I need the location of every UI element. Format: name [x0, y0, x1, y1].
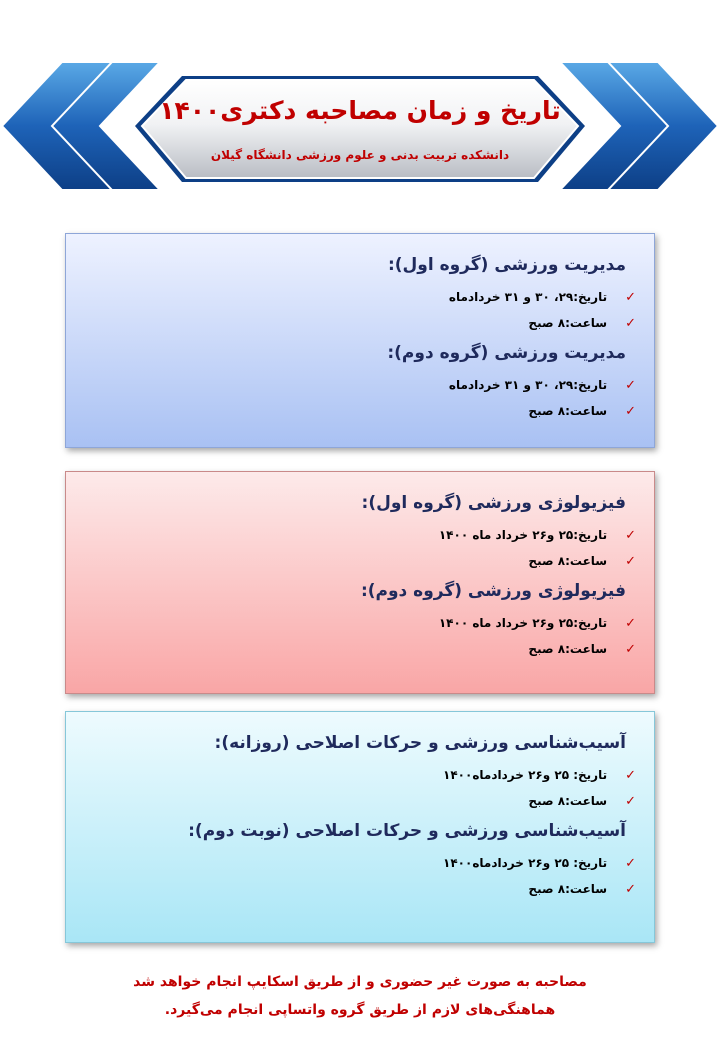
footer-line-1: مصاحبه به صورت غیر حضوری و از طریق اسکایپ انجام خواهد شد — [133, 974, 587, 990]
footer-line-2: هماهنگی‌های لازم از طریق گروه واتساپی انجام می‌گیرد. — [164, 1002, 556, 1018]
list-item — [94, 876, 636, 902]
page-title: تاریخ و زمان مصاحبه دکتری۱۴۰۰ — [159, 96, 561, 125]
check-mark-icon: ✓ — [625, 289, 636, 305]
check-mark-icon: ✓ — [625, 403, 636, 419]
item-date: تاریخ:۲۵ و۲۶ خرداد ماه ۱۴۰۰ — [438, 616, 608, 630]
list-item — [94, 788, 636, 814]
group-heading: فیزیولوژی ورزشی (گروه اول): — [361, 493, 626, 513]
header-banner — [0, 0, 720, 200]
section-sport-physiology — [65, 471, 655, 694]
group-heading: آسیب‌شناسی ورزشی و حرکات اصلاحی (روزانه): — [214, 733, 626, 753]
item-time: ساعت:۸ صبح — [528, 404, 608, 418]
list-item — [94, 636, 636, 662]
item-date: تاریخ:۲۵ و۲۶ خرداد ماه ۱۴۰۰ — [438, 528, 608, 542]
item-time: ساعت:۸ صبح — [528, 642, 608, 656]
item-time: ساعت:۸ صبح — [528, 316, 608, 330]
list-item — [94, 284, 636, 310]
list-item — [94, 610, 636, 636]
check-mark-icon: ✓ — [625, 881, 636, 897]
check-mark-icon: ✓ — [625, 377, 636, 393]
check-mark-icon: ✓ — [625, 641, 636, 657]
check-mark-icon: ✓ — [625, 615, 636, 631]
list-item — [94, 398, 636, 424]
footer-note — [60, 968, 660, 1024]
group-heading: فیزیولوژی ورزشی (گروه دوم): — [360, 581, 626, 601]
list-item — [94, 762, 636, 788]
check-mark-icon: ✓ — [625, 527, 636, 543]
item-date: تاریخ:۲۹، ۳۰ و ۳۱ خردادماه — [448, 290, 608, 304]
item-time: ساعت:۸ صبح — [528, 794, 608, 808]
group-heading: مدیریت ورزشی (گروه دوم): — [387, 343, 626, 363]
item-date: تاریخ: ۲۵ و۲۶ خردادماه۱۴۰۰ — [443, 768, 608, 782]
section-sport-management — [65, 233, 655, 448]
list-item — [94, 310, 636, 336]
list-item — [94, 522, 636, 548]
item-time: ساعت:۸ صبح — [528, 882, 608, 896]
section-corrective-exercise — [65, 711, 655, 943]
check-mark-icon: ✓ — [625, 553, 636, 569]
item-date: تاریخ:۲۹، ۳۰ و ۳۱ خردادماه — [448, 378, 608, 392]
list-item — [94, 850, 636, 876]
check-mark-icon: ✓ — [625, 793, 636, 809]
list-item — [94, 548, 636, 574]
check-mark-icon: ✓ — [625, 767, 636, 783]
group-heading: آسیب‌شناسی ورزشی و حرکات اصلاحی (نوبت دوم): — [188, 821, 626, 841]
check-mark-icon: ✓ — [625, 855, 636, 871]
item-date: تاریخ: ۲۵ و۲۶ خردادماه۱۴۰۰ — [443, 856, 608, 870]
page-subtitle: دانشکده تربیت بدنی و علوم ورزشی دانشگاه گیلان — [210, 148, 510, 162]
check-mark-icon: ✓ — [625, 315, 636, 331]
group-heading: مدیریت ورزشی (گروه اول): — [387, 255, 626, 275]
list-item — [94, 372, 636, 398]
item-time: ساعت:۸ صبح — [528, 554, 608, 568]
